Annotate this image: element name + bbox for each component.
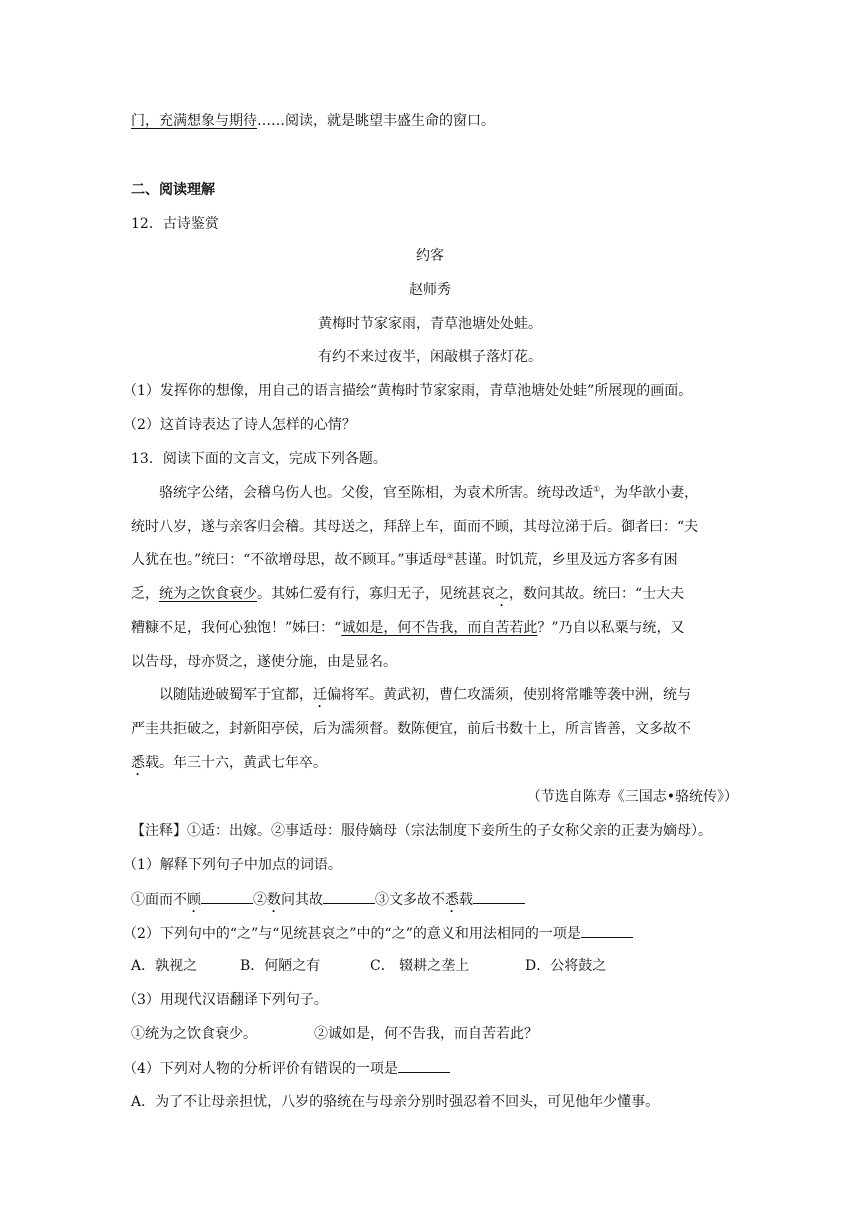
dotted-word: 之 (495, 586, 509, 602)
dotted-word: 悉 (131, 755, 145, 771)
passage-line (131, 618, 685, 638)
section-heading: 二、阅读理解 (131, 182, 215, 198)
passage-text: 人犹在也。”统曰：“不欲增母思，故不顾耳。”事适母 (131, 552, 447, 568)
poem-line-1: 黄梅时节家家雨，青草池塘处处蛙。 (318, 316, 542, 332)
sub-question-4-label (123, 1058, 450, 1079)
passage-text: 骆统字公绪，会稽乌伤人也。父俊，官至陈相，为袁术所害。统母改适 (159, 485, 593, 501)
footnote-marker: ① (593, 484, 601, 494)
passage-text: 甚谨。时饥荒，乡里及远方客多有困 (453, 552, 678, 568)
option-a: A．为了不让母亲担忧，八岁的骆统在与母亲分别时强忍着不回头，可见他年少懂事。 (131, 1094, 660, 1110)
poem-line-2: 有约不来过夜半，闲敲棋子落灯花。 (318, 349, 542, 365)
question-12-label: 12．古诗鉴赏 (131, 216, 219, 232)
dotted-word: 悉 (445, 892, 459, 908)
item-text: ①面而不 (131, 892, 187, 908)
poem-author: 赵师秀 (409, 282, 451, 298)
passage-line: 以告母，母亦贤之，遂使分施，由是显名。 (131, 654, 397, 670)
item-text: 载 (459, 892, 473, 908)
annotation-note: 【注释】①适：出嫁。②事适母：服侍嫡母（宗法制度下妾所生的子女称父亲的正妻为嫡母）。 (131, 823, 712, 839)
passage-text: 乏， (131, 586, 159, 602)
sub-question-1-items (131, 889, 525, 916)
passage-text: 载。年三十六，黄武七年卒。 (145, 755, 327, 771)
option-a: A．孰视之 (131, 958, 198, 974)
passage-text: 偏将军。黄武初，曹仁攻濡须，使别将常雕等袭中洲，统与 (327, 687, 691, 703)
passage-text: 以随陆逊破蜀军于宜都， (159, 687, 313, 703)
passage-line (131, 550, 678, 570)
translate-item-1: ①统为之饮食衰少。 (131, 1026, 257, 1042)
item-text: 问其故 (281, 892, 323, 908)
question-13-label: 13．阅读下面的文言文，完成下列各题。 (131, 451, 387, 467)
passage-text: 。其姊仁爱有行，寡归无子，见统甚哀 (257, 586, 495, 602)
passage-line (131, 753, 327, 779)
passage-line: 统时八岁，遂与亲客归会稽。其母送之，拜辞上车，面而不顾，其母泣涕于后。御者曰：“夫 (131, 519, 699, 535)
sub-question-1-label: （1）解释下列句子中加点的词语。 (123, 857, 342, 873)
sub-question-3-label: （3）用现代汉语翻译下列句子。 (123, 992, 328, 1008)
dotted-word: 数 (267, 892, 281, 908)
passage-text: ，为华歆小妻， (600, 485, 699, 501)
passage-text: ？”乃自以私粟与统，又 (537, 620, 685, 636)
passage-text: ，数问其故。统曰：“士大夫 (509, 586, 685, 602)
poem-title: 约客 (416, 248, 444, 264)
question-text: （4）下列对人物的分析评价有错误的一项是 (123, 1061, 398, 1077)
item-text: ③文多故不 (375, 892, 445, 908)
question-12-sub-2: （2）这首诗表达了诗人怎样的心情？ (123, 417, 356, 433)
continuation-line (131, 111, 495, 131)
passage-text: 糟糠不足，我何心独饱！”姊曰：“ (131, 620, 342, 636)
passage-line: 严圭共拒破之，封新阳亭侯，后为濡须督。数陈便宜，前后书数十上，所言皆善，文多故不 (131, 721, 691, 737)
question-12-sub-1: （1）发挥你的想像，用自己的语言描绘“黄梅时节家家雨，青草池塘处处蛙”所展现的画面。 (123, 383, 693, 399)
dotted-word: 迁 (313, 687, 327, 703)
option-b: B．何陋之有 (240, 958, 321, 974)
sub-question-2-label (123, 923, 633, 944)
option-d: D．公将鼓之 (525, 958, 607, 974)
dotted-word: 顾 (187, 892, 201, 908)
underlined-text: 门，充满想象与期待 (131, 113, 257, 129)
answer-blank[interactable] (581, 923, 633, 938)
passage-line (131, 584, 684, 610)
passage-line (159, 483, 698, 503)
underlined-sentence: 诚如是，何不告我，而自苦若此 (341, 620, 538, 636)
footnote-marker: ② (446, 551, 454, 561)
answer-blank[interactable] (201, 889, 253, 904)
answer-blank[interactable] (398, 1058, 450, 1073)
option-c: C． 辍耕之垄上 (370, 958, 470, 974)
translate-item-2: ②诚如是，何不告我，而自苦若此？ (314, 1026, 538, 1042)
continuation-text: ……阅读，就是眺望丰盛生命的窗口。 (257, 113, 495, 129)
item-text: ② (253, 892, 267, 908)
passage-source: （节选自陈寿《三国志•骆统传》） (526, 789, 738, 805)
answer-blank[interactable] (473, 889, 525, 904)
underlined-sentence: 统为之饮食衰少 (159, 586, 257, 602)
question-text: （2）下列句中的“之”与“见统甚哀之”中的“之”的意义和用法相同的一项是 (123, 926, 581, 942)
passage-line (159, 685, 691, 711)
answer-blank[interactable] (323, 889, 375, 904)
